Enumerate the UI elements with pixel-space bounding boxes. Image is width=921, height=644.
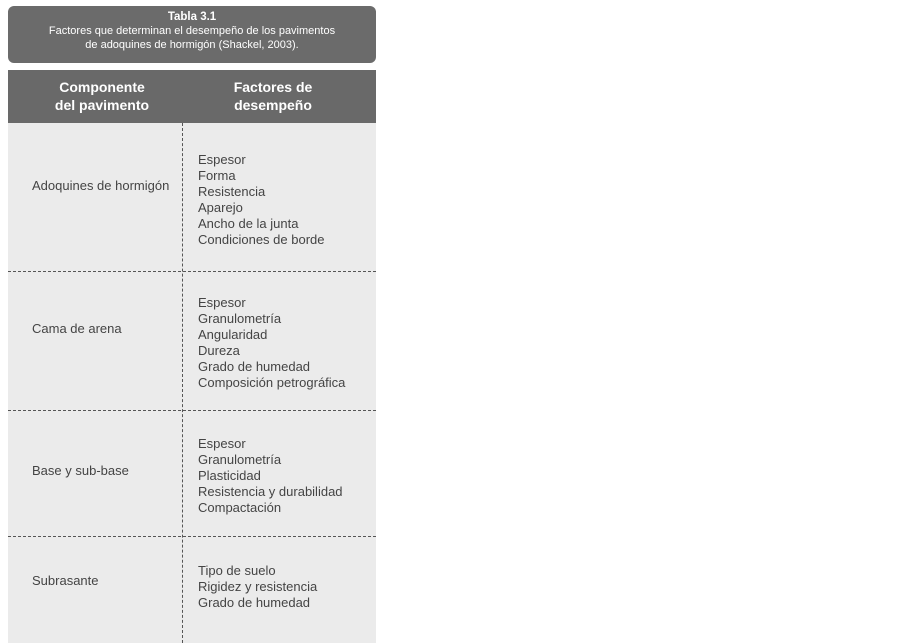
factor-item: Ancho de la junta (198, 216, 299, 231)
header-component: Componente del pavimento (54, 79, 150, 113)
factor-item: Rigidez y resistencia (198, 579, 318, 594)
factor-item: Grado de humedad (198, 359, 311, 374)
header-factors: Factores de desempeño (233, 79, 313, 113)
factor-item: Grado de humedad (198, 595, 311, 610)
table-caption (8, 6, 376, 63)
row-factors-list (198, 563, 317, 611)
row-factors-list (198, 152, 324, 248)
table-row (8, 123, 376, 271)
factor-item: Resistencia (198, 184, 266, 199)
pavement-factors-table (8, 70, 376, 643)
factor-item: Plasticidad (198, 468, 261, 483)
table-number: Tabla 3.1 (167, 11, 217, 23)
factor-item: Granulometría (198, 452, 282, 467)
factor-item: Aparejo (198, 200, 243, 215)
factor-item: Tipo de suelo (198, 563, 276, 578)
factor-item: Compactación (198, 500, 282, 515)
table-row (8, 536, 376, 644)
factor-item: Espesor (198, 295, 246, 310)
factor-item: Espesor (198, 436, 246, 451)
row-component: Base y sub-base (32, 463, 129, 478)
factor-item: Dureza (198, 343, 240, 358)
table-header (8, 70, 376, 123)
factor-item: Resistencia y durabilidad (198, 484, 343, 499)
factor-item: Espesor (198, 152, 246, 167)
factor-item: Angularidad (198, 327, 268, 342)
factor-item: Composición petrográfica (198, 375, 346, 390)
row-component: Cama de arena (32, 321, 122, 336)
row-component: Adoquines de hormigón (32, 178, 170, 193)
table-caption-line-2: de adoquines de hormigón (Shackel, 2003). (85, 39, 299, 51)
table-caption-line-1: Factores que determinan el desempeño de los pavimentos (48, 25, 336, 37)
row-component: Subrasante (32, 573, 99, 588)
row-factors-list (198, 436, 343, 516)
table-row (8, 410, 376, 537)
factor-item: Condiciones de borde (198, 232, 325, 247)
factor-item: Forma (198, 168, 236, 183)
table-row (8, 271, 376, 411)
row-factors-list (198, 295, 345, 391)
factor-item: Granulometría (198, 311, 282, 326)
